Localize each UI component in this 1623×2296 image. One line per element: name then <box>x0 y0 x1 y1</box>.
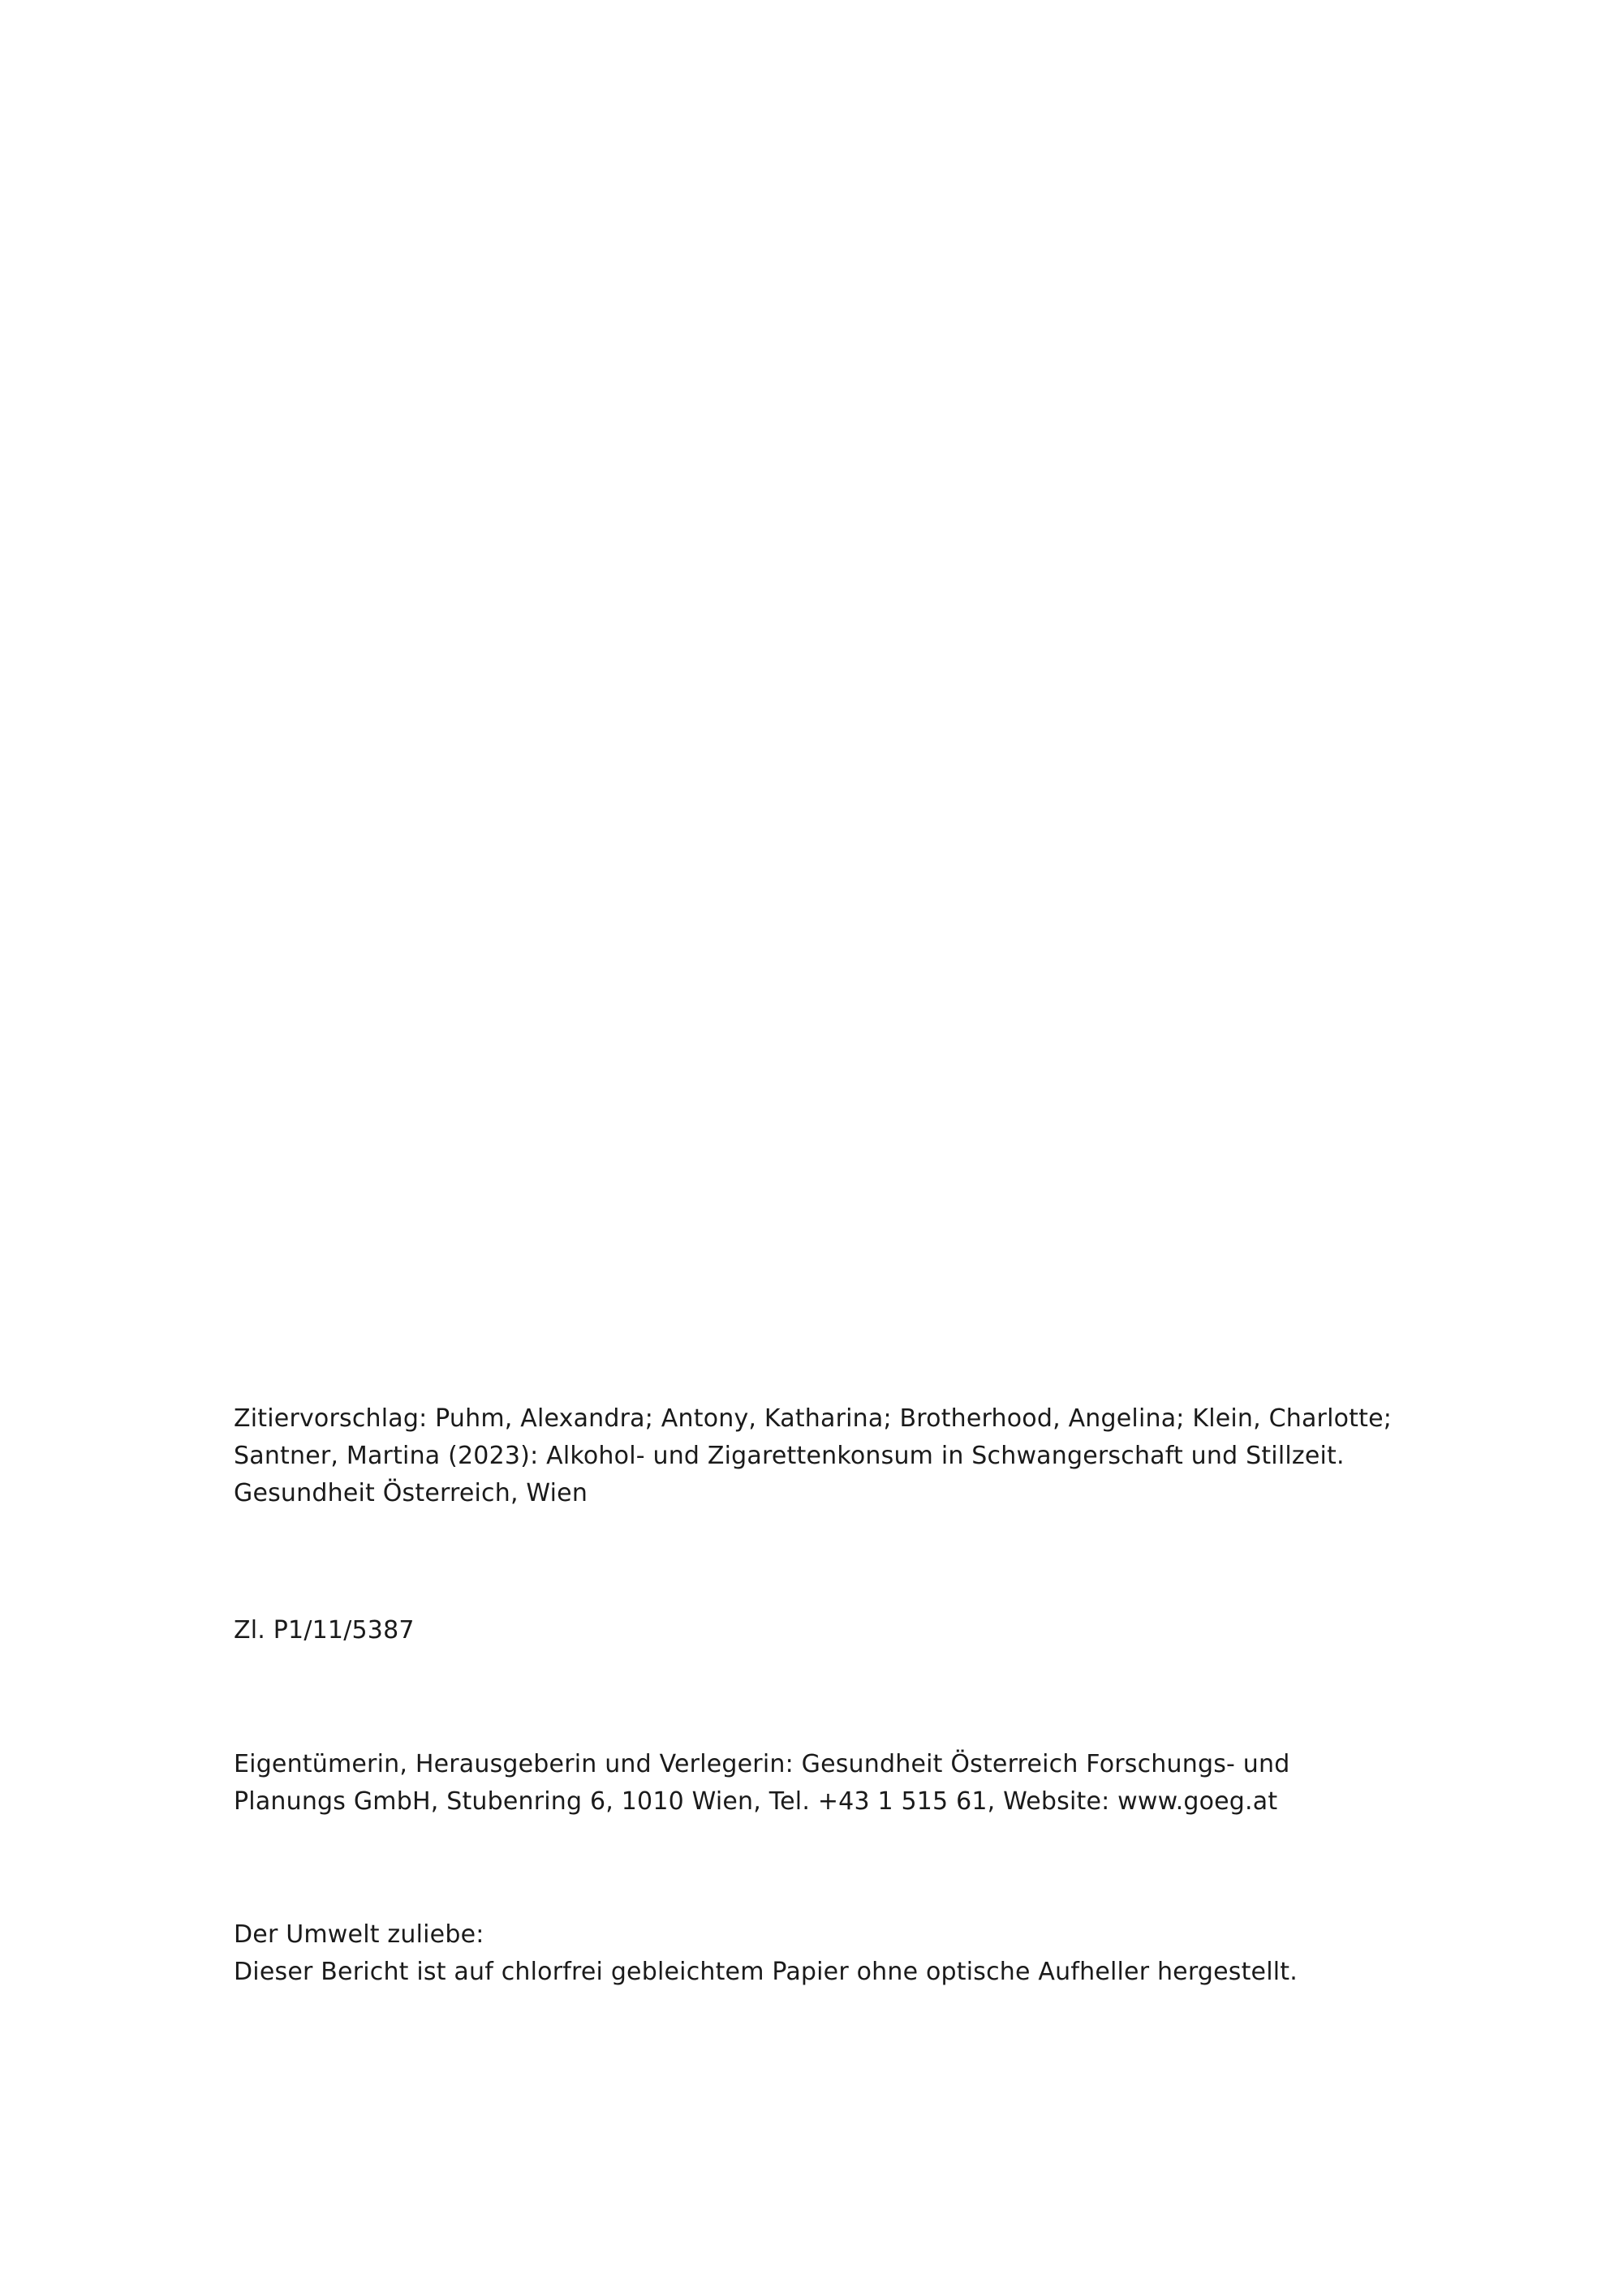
publisher-info <box>234 1746 1419 1821</box>
citation-line-2: Santner, Martina (2023): Alkohol- und Zigarettenkonsum in Schwangerschaft und Stillzeit. <box>234 1442 1345 1470</box>
citation-line-1: Zitiervorschlag: Puhm, Alexandra; Antony, Katharina; Brotherhood, Angelina; Klein, Charlotte; <box>234 1404 1393 1433</box>
citation-line-3: Gesundheit Österreich, Wien <box>234 1479 588 1507</box>
environment-note <box>234 1916 1419 1991</box>
environment-text: Dieser Bericht ist auf chlorfrei gebleichtem Papier ohne optische Aufheller hergestellt. <box>234 1958 1298 1986</box>
reference-number <box>234 1612 1419 1649</box>
citation-suggestion <box>234 1400 1419 1512</box>
reference-number-text: Zl. P1/11/5387 <box>234 1616 415 1645</box>
publisher-line-2: Planungs GmbH, Stubenring 6, 1010 Wien, Tel. +43 1 515 61, Website: www.goeg.at <box>234 1787 1278 1816</box>
environment-heading: Der Umwelt zuliebe: <box>234 1920 484 1949</box>
publisher-line-1: Eigentümerin, Herausgeberin und Verlegerin: Gesundheit Österreich Forschungs- und <box>234 1750 1290 1778</box>
